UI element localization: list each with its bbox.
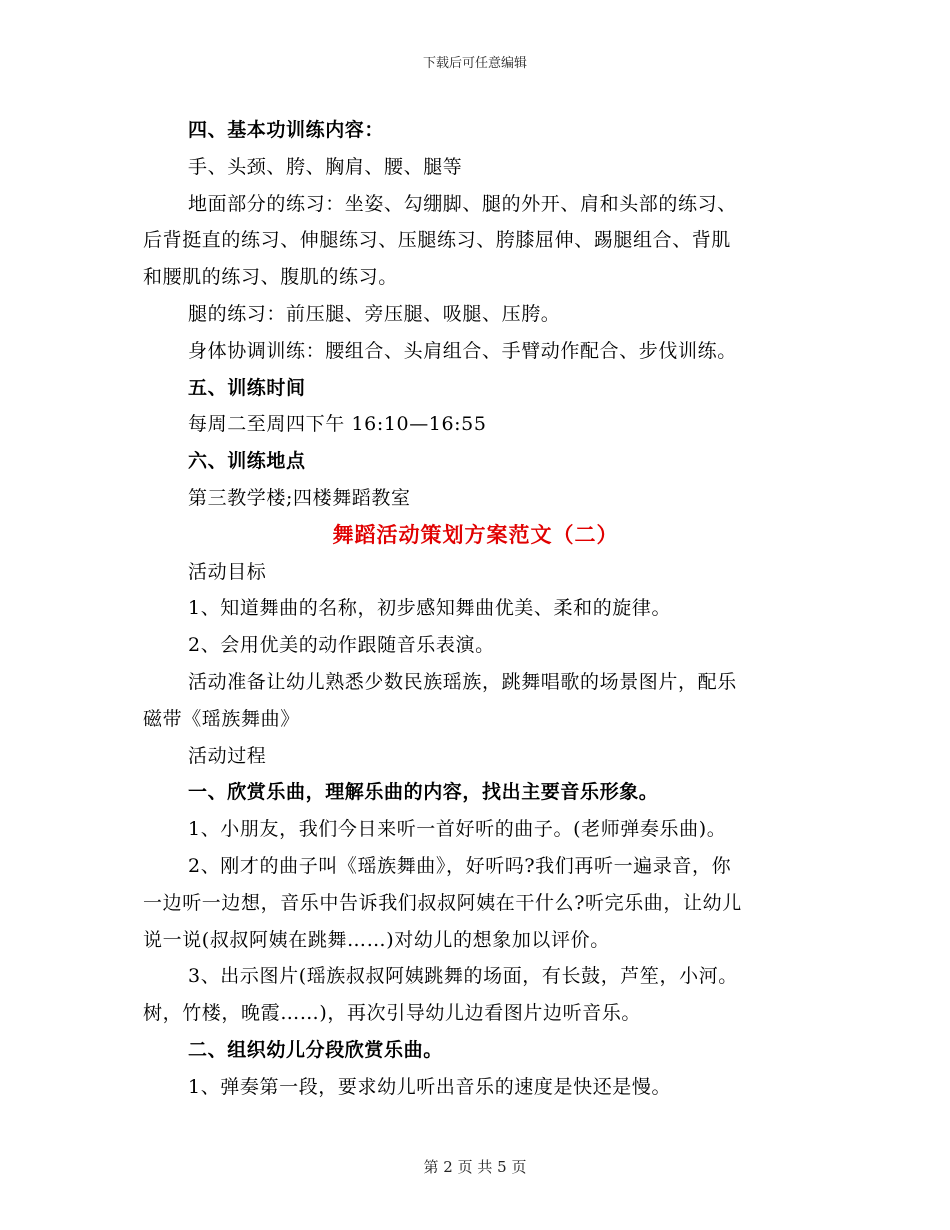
section-heading: 四、基本功训练内容： <box>188 119 385 141</box>
document-body <box>143 112 808 1106</box>
page-header: 下载后可任意编辑 <box>422 56 527 71</box>
section-heading: 五、训练时间 <box>188 376 306 399</box>
paragraph: 活动目标 <box>188 560 267 583</box>
paragraph: 地面部分的练习：坐姿、勾绷脚、腿的外开、肩和头部的练习、 <box>188 192 737 215</box>
list-item: 2、会用优美的动作跟随音乐表演。 <box>188 634 495 657</box>
list-item: 1、知道舞曲的名称，初步感知舞曲优美、柔和的旋律。 <box>188 597 672 620</box>
paragraph: 第三教学楼;四楼舞蹈教室 <box>188 486 411 509</box>
paragraph: 身体协调训练：腰组合、头肩组合、手臂动作配合、步伐训练。 <box>188 339 737 362</box>
paragraph-continuation: 磁带《瑶族舞曲》 <box>143 707 300 730</box>
section-heading: 二、组织幼儿分段欣赏乐曲。 <box>188 1038 443 1061</box>
document-title: 舞蹈活动策划方案范文（二） <box>332 522 619 547</box>
list-item: 3、出示图片(瑶族叔叔阿姨跳舞的场面，有长鼓，芦笙，小河。 <box>188 965 738 988</box>
paragraph-continuation: 和腰肌的练习、腹肌的练习。 <box>143 266 398 289</box>
paragraph: 每周二至周四下午 16:10—16:55 <box>188 413 487 436</box>
list-item: 1、弹奏第一段，要求幼儿听出音乐的速度是快还是慢。 <box>188 1075 672 1098</box>
paragraph: 腿的练习：前压腿、旁压腿、吸腿、压胯。 <box>188 302 561 325</box>
paragraph: 活动过程 <box>188 744 267 767</box>
section-heading: 六、训练地点 <box>188 450 306 473</box>
paragraph-continuation: 一边听一边想，音乐中告诉我们叔叔阿姨在干什么?听完乐曲，让幼儿 <box>143 891 742 914</box>
paragraph-continuation: 树，竹楼，晚霞……)，再次引导幼儿边看图片边听音乐。 <box>143 1002 642 1025</box>
paragraph-continuation: 后背挺直的练习、伸腿练习、压腿练习、胯膝屈伸、踢腿组合、背肌 <box>143 229 732 252</box>
paragraph: 活动准备让幼儿熟悉少数民族瑶族，跳舞唱歌的场景图片，配乐 <box>188 670 737 693</box>
section-heading: 一、欣赏乐曲，理解乐曲的内容，找出主要音乐形象。 <box>188 781 659 804</box>
list-item: 2、刚才的曲子叫《瑶族舞曲》，好听吗?我们再听一遍录音，你 <box>188 854 732 877</box>
paragraph-continuation: 说一说(叔叔阿姨在跳舞……)对幼儿的想象加以评价。 <box>143 928 610 951</box>
page-footer: 第 2 页 共 5 页 <box>423 1158 527 1176</box>
paragraph: 手、头颈、胯、胸肩、腰、腿等 <box>188 155 463 178</box>
list-item: 1、小朋友，我们今日来听一首好听的曲子。(老师弹奏乐曲)。 <box>188 818 727 841</box>
